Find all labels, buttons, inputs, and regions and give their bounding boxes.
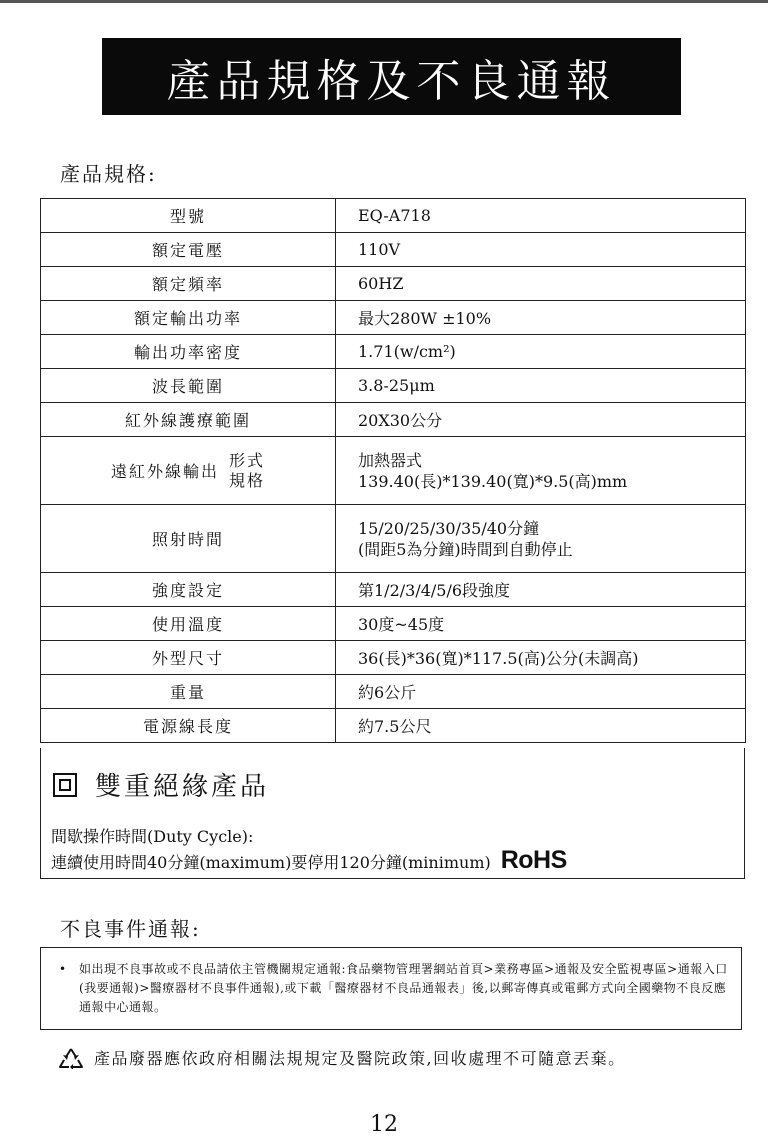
spec-value: 最大280W ±10%: [336, 301, 746, 335]
double-insulation-icon: [53, 773, 77, 797]
spec-label: 紅外線護療範圍: [41, 403, 336, 437]
insulation-line: [53, 766, 269, 803]
spec-row-voltage: [41, 233, 746, 267]
spec-row-frequency: [41, 267, 746, 301]
spec-row-coverage: [41, 403, 746, 437]
spec-label: 額定輸出功率: [41, 301, 336, 335]
spec-label: 波長範圍: [41, 369, 336, 403]
spec-row-cord-length: [41, 709, 746, 743]
spec-row-temperature: [41, 607, 746, 641]
spec-row-intensity: [41, 573, 746, 607]
time-values: [358, 518, 745, 560]
spec-label: 電源線長度: [41, 709, 336, 743]
spec-row-power: [41, 301, 746, 335]
spec-value: 36(長)*36(寬)*117.5(高)公分(未調高): [336, 641, 746, 675]
spec-label: 強度設定: [41, 573, 336, 607]
recycle-icon: [58, 1047, 84, 1069]
spec-label: 額定電壓: [41, 233, 336, 267]
spec-table: [40, 198, 746, 743]
far-ir-label-group: [41, 451, 335, 491]
spec-value-cell: [336, 437, 746, 505]
spec-label: 重量: [41, 675, 336, 709]
spec-value: 3.8-25μm: [336, 369, 746, 403]
disposal-text: 產品廢器應依政府相關法規規定及醫院政策,回收處理不可隨意丟棄。: [94, 1049, 626, 1068]
report-text: 如出現不良事故或不良品請依主管機關規定通報:食品藥物管理署網站首頁>業務專區>通報及安全監視專區>通報入口(我要通報)>醫療器材不良事件通報),或下載「醫療器材不良品通報表」後,以郵寄傳真或電郵方式向全國藥物不良反應通報中心通報。: [79, 962, 728, 1014]
spec-row-power-density: [41, 335, 746, 369]
far-ir-value-spec: 139.40(長)*139.40(寬)*9.5(高)mm: [358, 471, 628, 491]
spec-value: 30度~45度: [336, 607, 746, 641]
spec-value: 1.71(w/cm²): [336, 335, 746, 369]
page-title-banner: [102, 38, 681, 115]
spec-label: 使用溫度: [41, 607, 336, 641]
page-title: 產品規格及不良通報: [166, 55, 617, 107]
spec-value: 110V: [336, 233, 746, 267]
spec-value-cell: [336, 505, 746, 573]
rohs-mark: RoHS: [500, 846, 567, 874]
far-ir-label: 遠紅外線輸出: [110, 462, 219, 481]
report-section-title: 不良事件通報:: [60, 917, 201, 941]
spec-row-wavelength: [41, 369, 746, 403]
spec-value: 約6公斤: [336, 675, 746, 709]
spec-value: 約7.5公尺: [336, 709, 746, 743]
far-ir-sub-labels: [229, 451, 265, 491]
spec-value: 第1/2/3/4/5/6段強度: [336, 573, 746, 607]
spec-section-title: 產品規格:: [60, 162, 157, 186]
spec-value: EQ-A718: [336, 199, 746, 233]
duty-cycle-text: 連續使用時間40分鐘(maximum)要停用120分鐘(minimum): [51, 853, 491, 872]
insulation-duty-box: [40, 748, 745, 879]
spec-label: 輸出功率密度: [41, 335, 336, 369]
spec-row-irradiation-time: [41, 505, 746, 573]
spec-value: 20X30公分: [336, 403, 746, 437]
time-value-options: 15/20/25/30/35/40分鐘: [358, 518, 540, 538]
spec-row-dimensions: [41, 641, 746, 675]
far-ir-values: [358, 450, 745, 492]
spec-label: 照射時間: [41, 505, 336, 573]
spec-row-model: [41, 199, 746, 233]
time-value-note: (間距5為分鐘)時間到自動停止: [358, 539, 573, 559]
insulation-text: 雙重絕緣產品: [95, 772, 270, 802]
far-ir-value-form: 加熱器式: [358, 450, 423, 470]
spec-label: 外型尺寸: [41, 641, 336, 675]
spec-label: 額定頻率: [41, 267, 336, 301]
top-border-line: [0, 0, 768, 3]
duty-cycle-line: [51, 846, 567, 875]
spec-label: 型號: [41, 199, 336, 233]
spec-row-far-infrared: [41, 437, 746, 505]
page-number: 12: [370, 1112, 398, 1137]
far-ir-sub-label-form: 形式: [229, 450, 266, 470]
spec-value: 60HZ: [336, 267, 746, 301]
spec-label-cell: [41, 437, 336, 505]
disposal-notice: [58, 1046, 626, 1069]
bullet-icon: •: [59, 962, 67, 976]
far-ir-sub-label-spec: 規格: [229, 470, 266, 490]
spec-row-weight: [41, 675, 746, 709]
duty-cycle-heading: 間歇操作時間(Duty Cycle):: [51, 827, 254, 846]
report-box: [40, 947, 742, 1030]
